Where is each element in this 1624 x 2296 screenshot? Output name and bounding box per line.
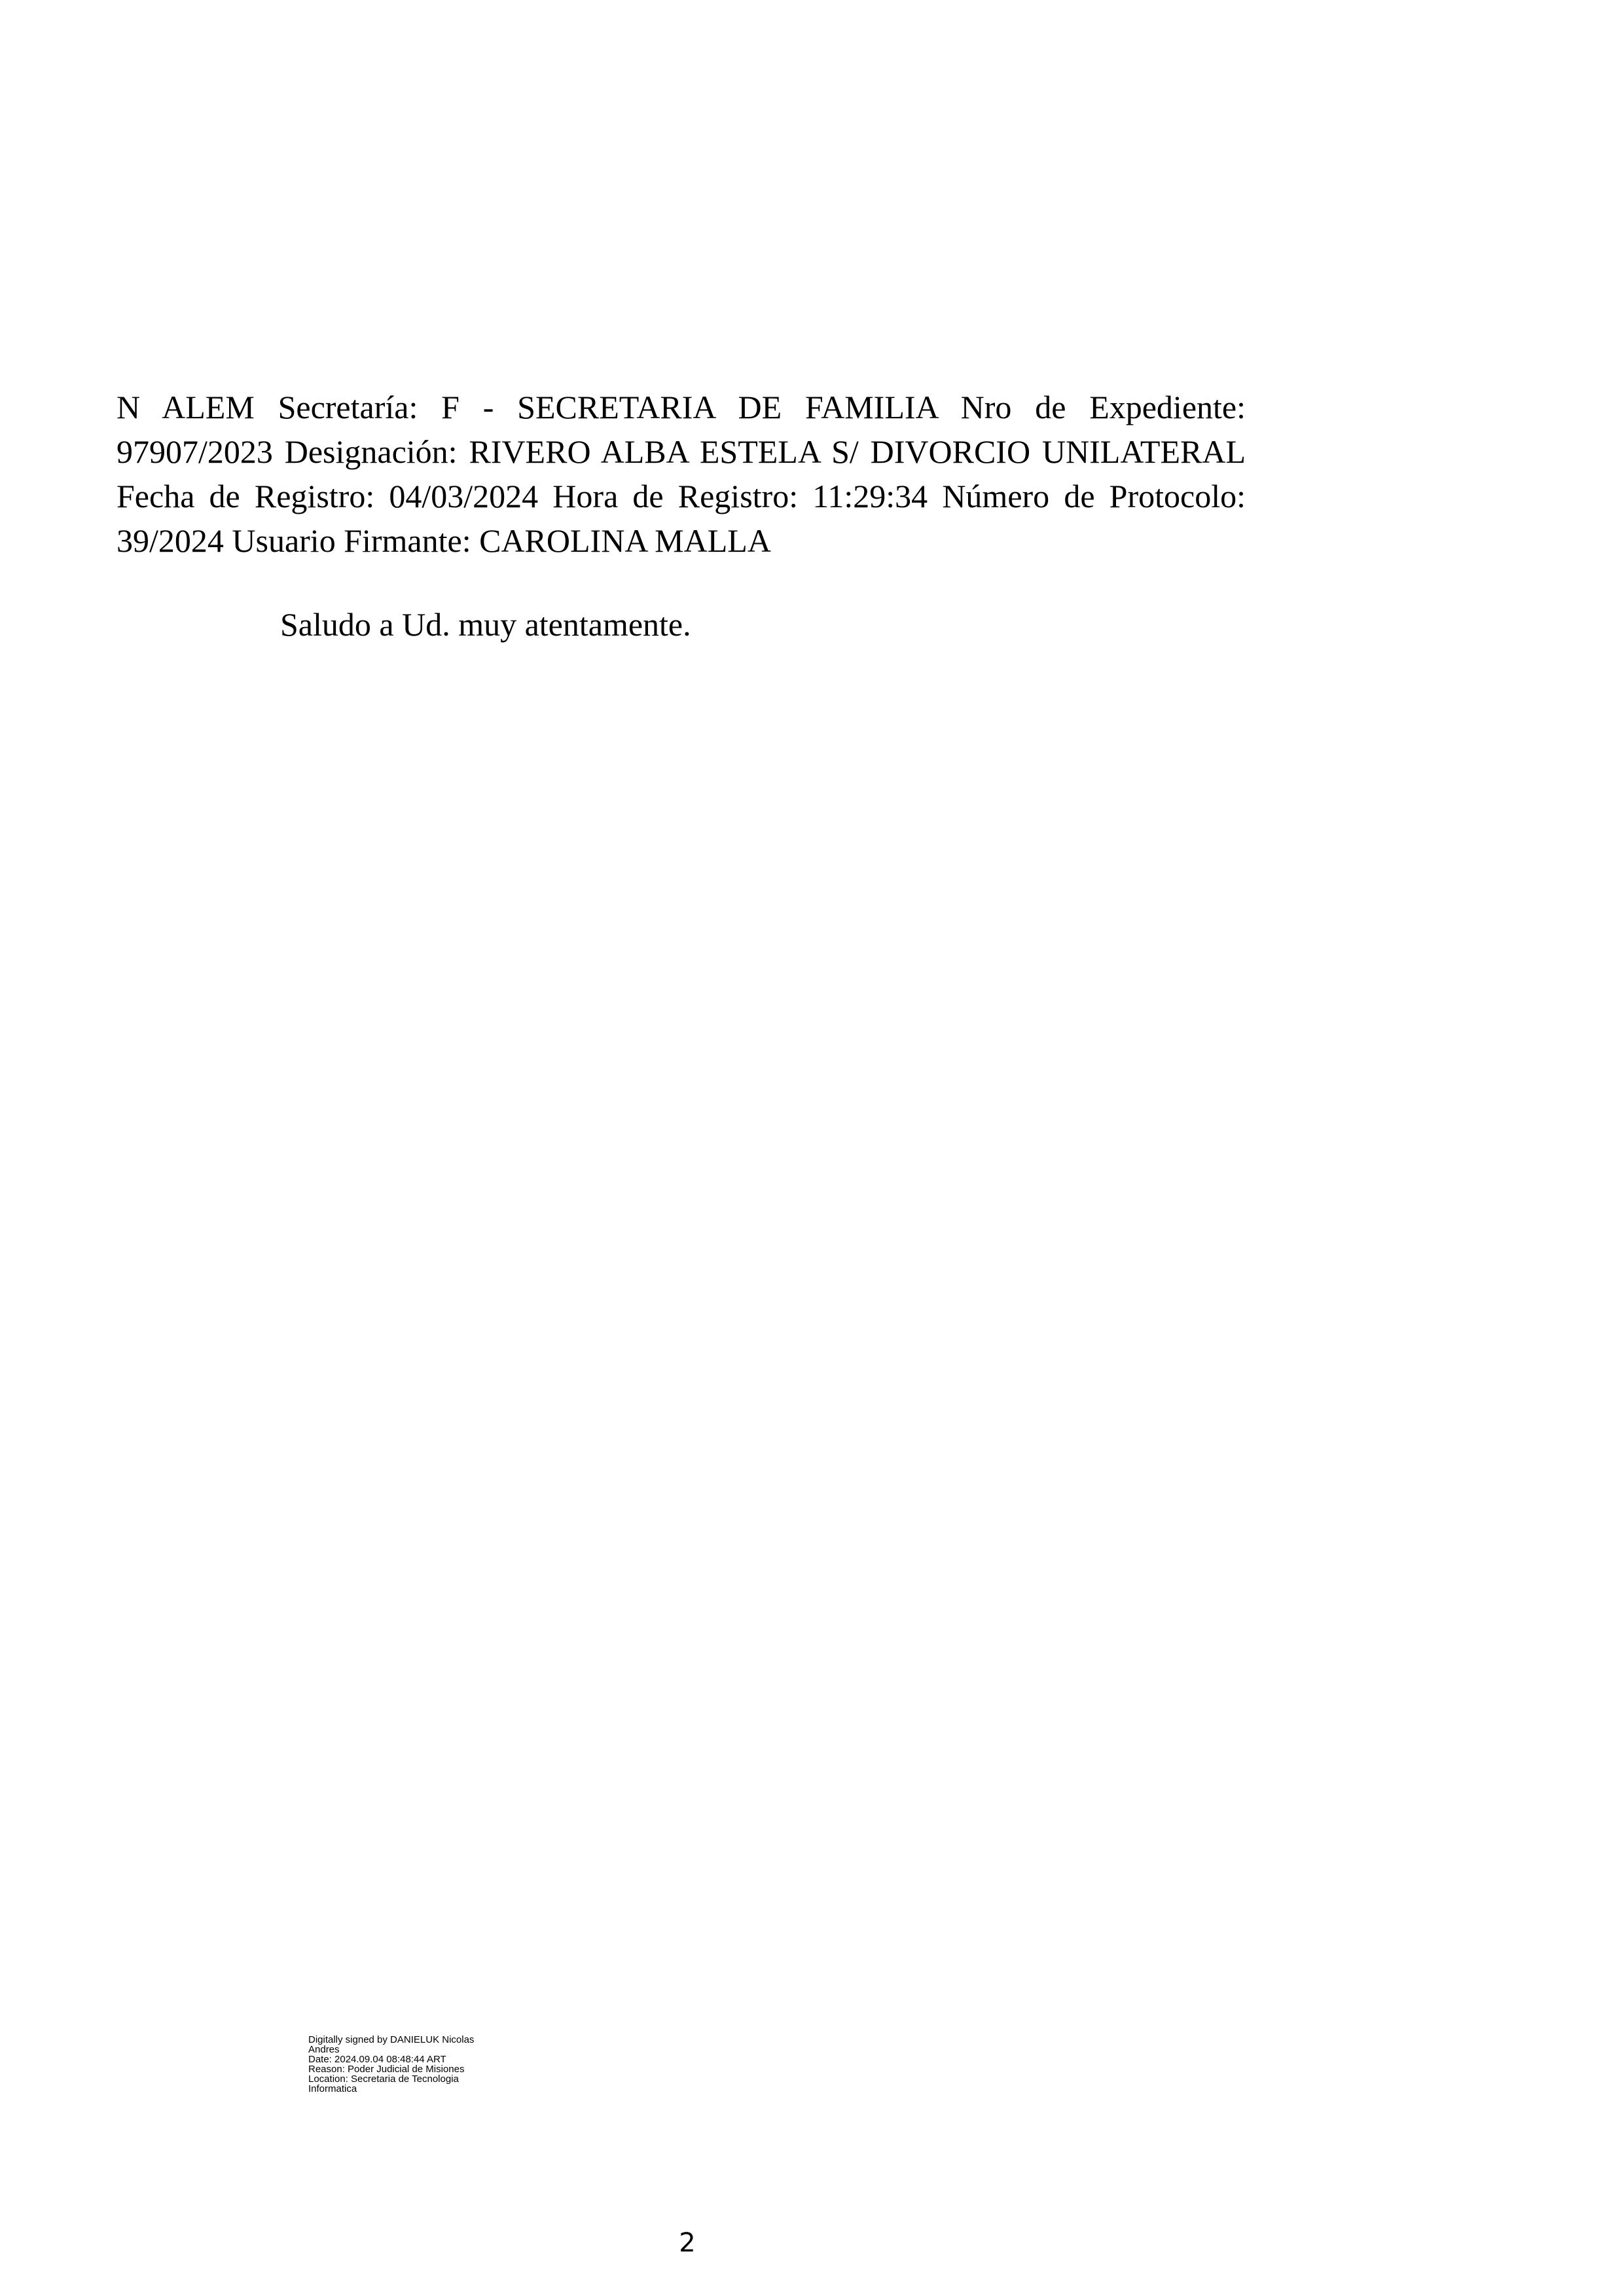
signature-location: Location: Secretaria de Tecnologia <box>308 2073 459 2085</box>
digital-signature-stamp <box>308 2035 474 2094</box>
signature-signed-by: Digitally signed by DANIELUK Nicolas <box>308 2034 475 2045</box>
signature-date: Date: 2024.09.04 08:48:44 ART <box>308 2054 446 2065</box>
signature-reason: Reason: Poder Judicial de Misiones <box>308 2064 465 2075</box>
page-number: 2 <box>679 2228 696 2258</box>
body-line-1: N ALEM Secretaría: F - SECRETARIA DE FAMILIA Nro de Expediente: <box>117 389 1246 425</box>
signature-location-continued: Informatica <box>308 2083 357 2094</box>
signature-signed-by-continued: Andres <box>308 2044 340 2055</box>
body-line-3: Fecha de Registro: 04/03/2024 Hora de Registro: 11:29:34 Número de Protocolo: <box>117 478 1246 514</box>
document-body-paragraph <box>117 385 1246 563</box>
closing-salutation: Saludo a Ud. muy atentamente. <box>280 606 691 643</box>
body-line-2: 97907/2023 Designación: RIVERO ALBA ESTELA S/ DIVORCIO UNILATERAL <box>117 433 1246 470</box>
body-line-4: 39/2024 Usuario Firmante: CAROLINA MALLA <box>117 522 771 559</box>
